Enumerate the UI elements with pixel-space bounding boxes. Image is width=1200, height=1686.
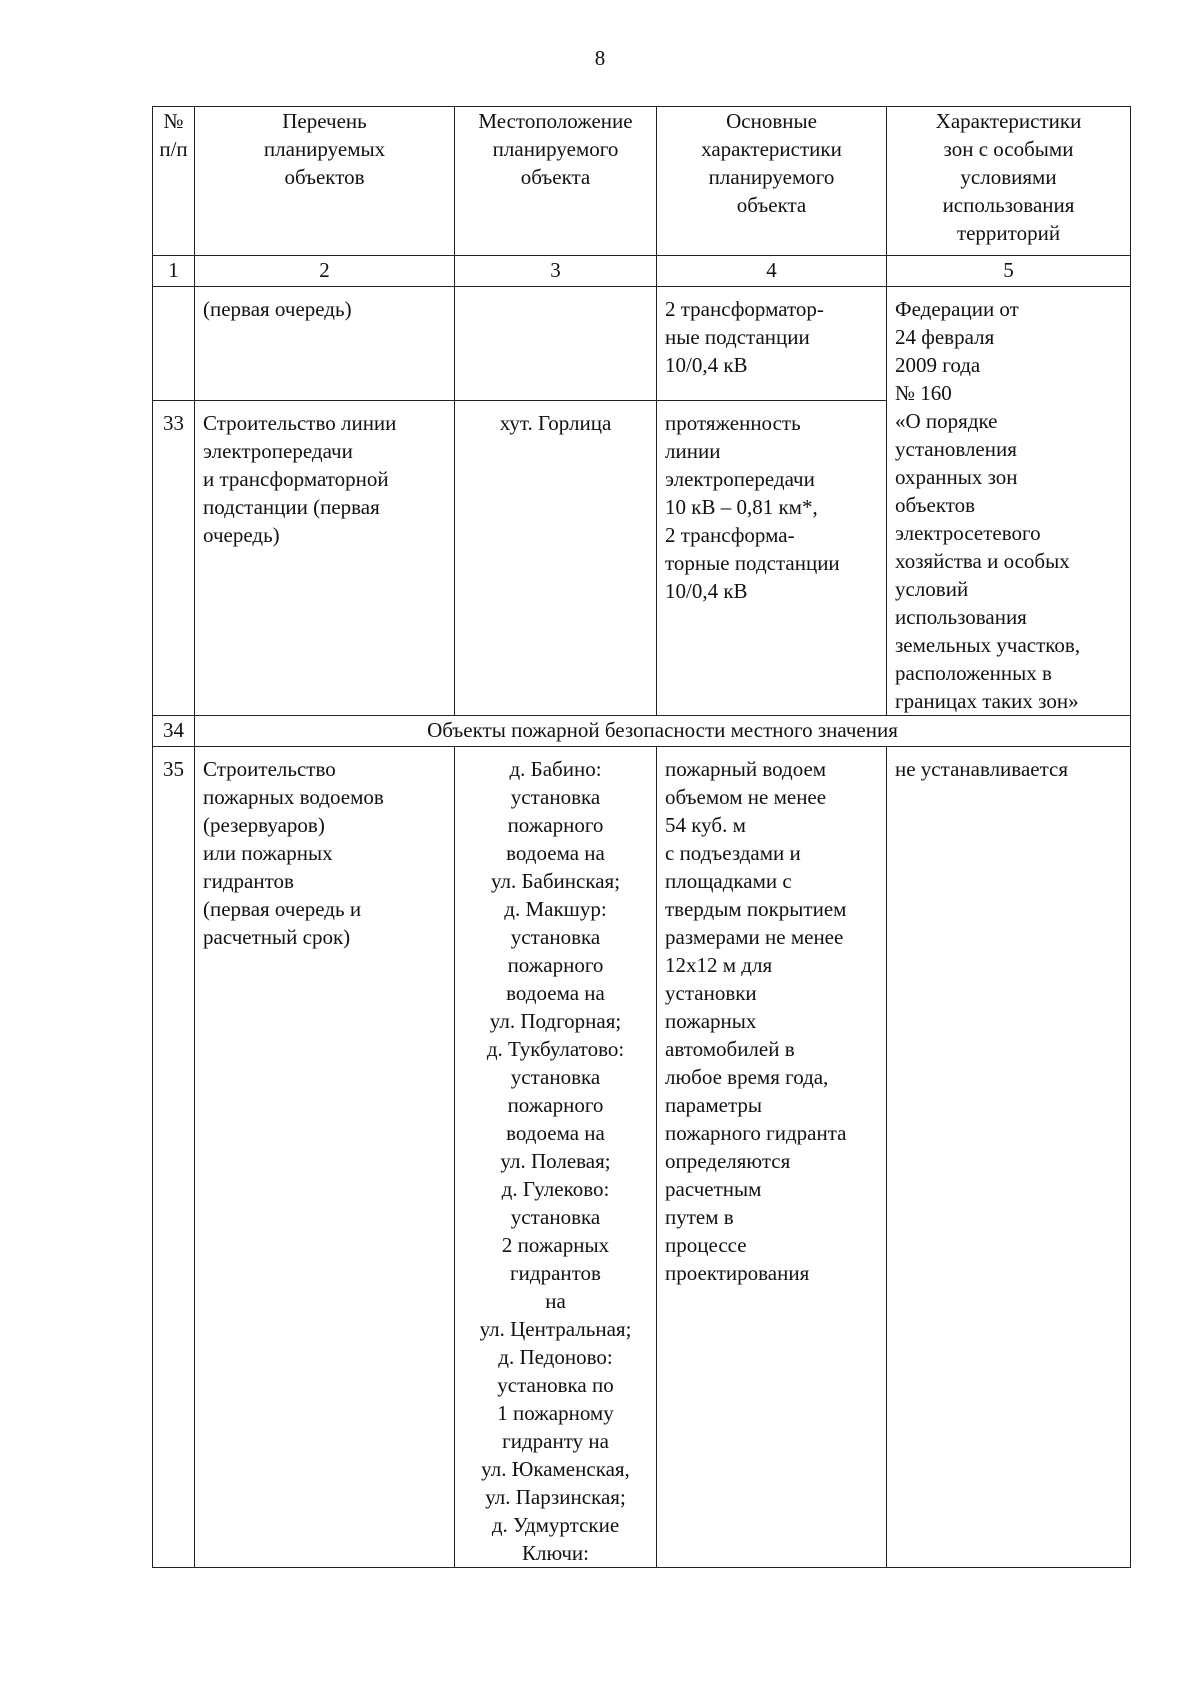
col-number-4: 4 xyxy=(657,256,887,287)
text-line: установка xyxy=(510,1065,601,1089)
text-line: планируемого xyxy=(708,165,835,189)
text-line: планируемых xyxy=(263,137,386,161)
text-line: линии xyxy=(665,439,721,464)
text-line: расчетным xyxy=(665,1177,762,1201)
cell-characteristics xyxy=(657,747,887,1568)
text-line: объекта xyxy=(736,193,807,217)
text-line: № xyxy=(163,109,184,133)
text-line: хозяйства и особых xyxy=(895,549,1070,573)
text-line: условий xyxy=(895,577,969,601)
text-line: объемом не менее xyxy=(665,785,827,809)
text-line: планируемого xyxy=(492,137,619,161)
text-line: д. Макшур: xyxy=(504,897,607,921)
text-line: протяженность xyxy=(665,411,801,436)
text-line: «О порядке xyxy=(895,409,998,433)
text-line: пожарного xyxy=(507,953,604,977)
text-line: ул. Центральная; xyxy=(479,1317,632,1341)
text-line: подстанции (первая xyxy=(203,495,380,520)
text-line: и трансформаторной xyxy=(203,467,389,492)
text-line: торные подстанции xyxy=(665,551,840,576)
text-line: 2 пожарных xyxy=(501,1233,610,1257)
text-line: или пожарных xyxy=(203,841,333,865)
col-number-2: 2 xyxy=(195,256,455,287)
cell-zone-characteristics xyxy=(887,287,1131,716)
text-line: Ключи: xyxy=(521,1541,589,1565)
text-line: очередь) xyxy=(203,523,280,548)
text-line: параметры xyxy=(665,1093,763,1117)
text-line: № 160 xyxy=(895,381,952,405)
text-line: д. Гулеково: xyxy=(501,1177,610,1201)
planned-objects-table xyxy=(152,106,1131,1568)
text-line: с подъездами и xyxy=(665,841,801,865)
text-line: 24 февраля xyxy=(895,325,995,349)
text-line: Строительство xyxy=(203,757,336,781)
text-line: Федерации от xyxy=(895,297,1019,321)
text-line: Перечень xyxy=(282,109,367,133)
text-line: пожарных водоемов xyxy=(203,785,384,809)
text-line: расчетный срок) xyxy=(203,925,351,949)
text-line: 2009 года xyxy=(895,353,981,377)
text-line: 10 кВ – 0,81 км*, xyxy=(665,495,818,520)
text-line: ул. Полевая; xyxy=(500,1149,611,1173)
text-line: на xyxy=(545,1289,566,1313)
text-line: объектов xyxy=(895,493,976,517)
header-number xyxy=(153,107,195,256)
text-line: Характеристики xyxy=(935,109,1082,133)
cell-number: 33 xyxy=(153,401,195,716)
col-number-5: 5 xyxy=(887,256,1131,287)
section-title: Объекты пожарной безопасности местного значения xyxy=(195,716,1131,747)
text-line: Местоположение xyxy=(478,109,633,133)
col-number-1: 1 xyxy=(153,256,195,287)
table-row-continued xyxy=(153,287,1131,401)
page-number: 8 xyxy=(594,46,606,70)
text-line: ул. Парзинская; xyxy=(485,1485,626,1509)
text-line: установка по xyxy=(497,1373,614,1397)
text-line: гидрантов xyxy=(510,1261,601,1285)
table-section-row-34 xyxy=(153,716,1131,747)
text-line: проектирования xyxy=(665,1261,810,1285)
col-number-3: 3 xyxy=(455,256,657,287)
cell-number: 34 xyxy=(153,716,195,747)
text-line: 12х12 м для xyxy=(665,953,773,977)
text-line: Строительство линии xyxy=(203,411,397,436)
text-line: установка xyxy=(510,1205,601,1229)
text-line: объектов xyxy=(284,165,365,189)
text-line: объекта xyxy=(520,165,591,189)
text-line: установка xyxy=(510,785,601,809)
cell-characteristics xyxy=(657,401,887,716)
cell-characteristics xyxy=(657,287,887,401)
text-line: установки xyxy=(665,981,757,1005)
text-line: п/п xyxy=(159,137,188,161)
cell-location xyxy=(455,287,657,401)
text-line: пожарного xyxy=(507,1093,604,1117)
text-line: 2 трансформа- xyxy=(665,523,795,548)
text-line: 10/0,4 кВ xyxy=(665,579,748,604)
text-line: водоема на xyxy=(506,981,605,1005)
text-line: автомобилей в xyxy=(665,1037,795,1061)
text-line: ул. Подгорная; xyxy=(489,1009,622,1033)
text-line: д. Педоново: xyxy=(498,1345,613,1369)
text-line: установления xyxy=(895,437,1017,461)
cell-objects xyxy=(195,747,455,1568)
text-line: установка xyxy=(510,925,601,949)
text-line: пожарный водоем xyxy=(665,757,827,781)
text-line: гидрантов xyxy=(203,869,294,893)
cell-number xyxy=(153,287,195,401)
header-main-characteristics xyxy=(657,107,887,256)
text-line: 10/0,4 кВ xyxy=(665,353,748,377)
text-line: характеристики xyxy=(701,137,842,161)
text-line: д. Бабино: xyxy=(509,757,602,781)
text-line: определяются xyxy=(665,1149,791,1173)
table-header-row xyxy=(153,107,1131,256)
header-objects-list xyxy=(195,107,455,256)
header-location xyxy=(455,107,657,256)
text-line: водоема на xyxy=(506,1121,605,1145)
text-line: земельных участков, xyxy=(895,633,1081,657)
text-line: хут. Горлица xyxy=(499,411,612,436)
text-line: ул. Юкаменская, xyxy=(481,1457,630,1481)
text-line: расположенных в xyxy=(895,661,1052,685)
text-line: д. Удмуртские xyxy=(491,1513,620,1537)
text-line: (первая очередь и xyxy=(203,897,362,921)
text-line: гидранту на xyxy=(502,1429,609,1453)
text-line: Основные xyxy=(726,109,817,133)
cell-objects xyxy=(195,401,455,716)
text-line: д. Тукбулатово: xyxy=(486,1037,625,1061)
text-line: пожарных xyxy=(665,1009,757,1033)
text-line: площадками с xyxy=(665,869,792,893)
text-line: использования xyxy=(895,605,1027,629)
cell-location xyxy=(455,401,657,716)
text-line: ул. Бабинская; xyxy=(490,869,621,893)
text-line: пожарного xyxy=(507,813,604,837)
text-line: не устанавливается xyxy=(895,757,1068,781)
text-line: путем в xyxy=(665,1205,734,1229)
text-line: 1 пожарному xyxy=(497,1401,614,1425)
text-line: электропередачи xyxy=(665,467,815,492)
text-line: электросетевого xyxy=(895,521,1041,545)
text-line: пожарного гидранта xyxy=(665,1121,847,1145)
header-zone-characteristics xyxy=(887,107,1131,256)
text-line: 2 трансформатор- xyxy=(665,297,824,321)
cell-objects xyxy=(195,287,455,401)
text-line: ные подстанции xyxy=(665,325,810,349)
text-line: 54 куб. м xyxy=(665,813,746,837)
table-row-35 xyxy=(153,747,1131,1568)
text-line: территорий xyxy=(956,221,1061,245)
text-line: твердым покрытием xyxy=(665,897,847,921)
cell-location xyxy=(455,747,657,1568)
cell-zone-characteristics xyxy=(887,747,1131,1568)
text-line: процессе xyxy=(665,1233,747,1257)
text-line: зон с особыми xyxy=(943,137,1074,161)
column-numbers-row xyxy=(153,256,1131,287)
text-line: водоема на xyxy=(506,841,605,865)
cell-number: 35 xyxy=(153,747,195,1568)
text-line: использования xyxy=(942,193,1075,217)
text-line: любое время года, xyxy=(665,1065,829,1089)
text-line: размерами не менее xyxy=(665,925,844,949)
text-line: границах таких зон» xyxy=(895,689,1079,713)
text-line: охранных зон xyxy=(895,465,1018,489)
text-line: (резервуаров) xyxy=(203,813,325,837)
text-line: условиями xyxy=(960,165,1057,189)
text-line: (первая очередь) xyxy=(203,297,352,321)
text-line: электропередачи xyxy=(203,439,353,464)
